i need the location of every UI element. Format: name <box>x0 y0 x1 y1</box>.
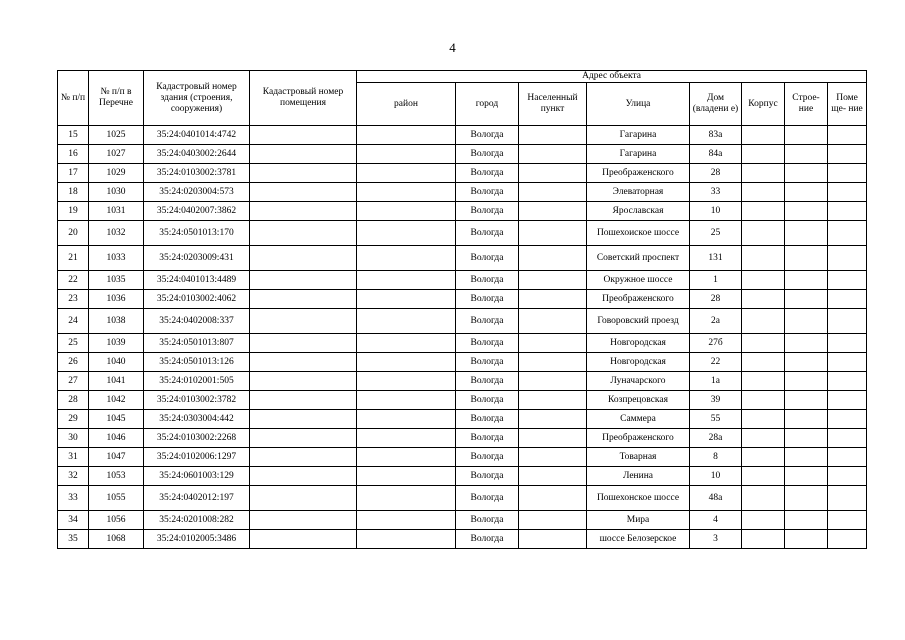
cell-room-cadastral <box>250 145 357 164</box>
cell-room-cadastral <box>250 271 357 290</box>
cell-house: 28 <box>690 164 742 183</box>
header-settlement: Населенный пункт <box>519 83 587 126</box>
table-row <box>58 309 867 334</box>
cell-stroenie <box>785 511 828 530</box>
cell-cadastral: 35:24:0103002:4062 <box>144 290 250 309</box>
cell-settlement <box>519 530 587 549</box>
cell-cadastral: 35:24:0102001:505 <box>144 372 250 391</box>
cell-pomeshchenie <box>828 391 867 410</box>
cell-house: 39 <box>690 391 742 410</box>
cell-room-cadastral <box>250 448 357 467</box>
cell-stroenie <box>785 334 828 353</box>
cell-num: 15 <box>58 126 89 145</box>
cell-settlement <box>519 486 587 511</box>
cell-house: 8 <box>690 448 742 467</box>
cell-list-num: 1027 <box>89 145 144 164</box>
cell-house: 10 <box>690 202 742 221</box>
cell-stroenie <box>785 271 828 290</box>
cell-cadastral: 35:24:0203004:573 <box>144 183 250 202</box>
property-registry-table <box>57 70 867 549</box>
cell-settlement <box>519 391 587 410</box>
cell-room-cadastral <box>250 353 357 372</box>
table-row <box>58 183 867 202</box>
cell-korpus <box>742 486 785 511</box>
cell-city: Вологда <box>456 353 519 372</box>
cell-house: 84а <box>690 145 742 164</box>
cell-city: Вологда <box>456 202 519 221</box>
cell-list-num: 1046 <box>89 429 144 448</box>
cell-house: 83а <box>690 126 742 145</box>
cell-list-num: 1032 <box>89 221 144 246</box>
cell-room-cadastral <box>250 511 357 530</box>
cell-num: 23 <box>58 290 89 309</box>
header-pomeshchenie: Поме ще- ние <box>828 83 867 126</box>
cell-street: Товарная <box>587 448 690 467</box>
cell-pomeshchenie <box>828 530 867 549</box>
cell-cadastral: 35:24:0401013:4489 <box>144 271 250 290</box>
cell-cadastral: 35:24:0601003:129 <box>144 467 250 486</box>
cell-city: Вологда <box>456 391 519 410</box>
cell-house: 55 <box>690 410 742 429</box>
table-row <box>58 467 867 486</box>
cell-korpus <box>742 391 785 410</box>
cell-list-num: 1045 <box>89 410 144 429</box>
cell-house: 25 <box>690 221 742 246</box>
cell-city: Вологда <box>456 467 519 486</box>
cell-korpus <box>742 221 785 246</box>
cell-city: Вологда <box>456 164 519 183</box>
table-row <box>58 221 867 246</box>
cell-list-num: 1035 <box>89 271 144 290</box>
cell-pomeshchenie <box>828 246 867 271</box>
header-list-num: № п/п в Перечне <box>89 71 144 126</box>
cell-num: 16 <box>58 145 89 164</box>
cell-stroenie <box>785 372 828 391</box>
cell-house: 28 <box>690 290 742 309</box>
cell-district <box>357 511 456 530</box>
cell-pomeshchenie <box>828 309 867 334</box>
cell-list-num: 1029 <box>89 164 144 183</box>
table-row <box>58 486 867 511</box>
cell-list-num: 1047 <box>89 448 144 467</box>
cell-district <box>357 448 456 467</box>
cell-stroenie <box>785 246 828 271</box>
table-row <box>58 530 867 549</box>
cell-num: 24 <box>58 309 89 334</box>
cell-num: 27 <box>58 372 89 391</box>
cell-street: Новгородская <box>587 353 690 372</box>
cell-stroenie <box>785 126 828 145</box>
cell-city: Вологда <box>456 183 519 202</box>
cell-district <box>357 530 456 549</box>
cell-cadastral: 35:24:0402012:197 <box>144 486 250 511</box>
cell-street: Козпрецовская <box>587 391 690 410</box>
cell-stroenie <box>785 530 828 549</box>
cell-pomeshchenie <box>828 183 867 202</box>
cell-cadastral: 35:24:0102005:3486 <box>144 530 250 549</box>
cell-num: 21 <box>58 246 89 271</box>
cell-room-cadastral <box>250 391 357 410</box>
table-row <box>58 246 867 271</box>
cell-district <box>357 246 456 271</box>
cell-settlement <box>519 246 587 271</box>
cell-city: Вологда <box>456 448 519 467</box>
cell-list-num: 1053 <box>89 467 144 486</box>
cell-district <box>357 164 456 183</box>
cell-list-num: 1068 <box>89 530 144 549</box>
cell-city: Вологда <box>456 334 519 353</box>
cell-korpus <box>742 183 785 202</box>
cell-stroenie <box>785 290 828 309</box>
cell-settlement <box>519 126 587 145</box>
cell-list-num: 1055 <box>89 486 144 511</box>
cell-stroenie <box>785 391 828 410</box>
table-row <box>58 372 867 391</box>
cell-room-cadastral <box>250 410 357 429</box>
cell-street: Преображенского <box>587 164 690 183</box>
cell-stroenie <box>785 309 828 334</box>
cell-pomeshchenie <box>828 410 867 429</box>
cell-list-num: 1030 <box>89 183 144 202</box>
cell-room-cadastral <box>250 429 357 448</box>
cell-street: Пошехонское шоссе <box>587 486 690 511</box>
cell-pomeshchenie <box>828 334 867 353</box>
table-row <box>58 145 867 164</box>
cell-korpus <box>742 164 785 183</box>
cell-stroenie <box>785 448 828 467</box>
table-row <box>58 410 867 429</box>
cell-list-num: 1040 <box>89 353 144 372</box>
cell-pomeshchenie <box>828 353 867 372</box>
cell-street: Говоровский проезд <box>587 309 690 334</box>
cell-city: Вологда <box>456 290 519 309</box>
cell-korpus <box>742 271 785 290</box>
cell-pomeshchenie <box>828 164 867 183</box>
cell-room-cadastral <box>250 221 357 246</box>
cell-stroenie <box>785 145 828 164</box>
cell-settlement <box>519 429 587 448</box>
cell-pomeshchenie <box>828 511 867 530</box>
cell-city: Вологда <box>456 246 519 271</box>
cell-settlement <box>519 221 587 246</box>
cell-district <box>357 183 456 202</box>
cell-list-num: 1042 <box>89 391 144 410</box>
header-address-group: Адрес объекта <box>357 71 867 83</box>
cell-stroenie <box>785 202 828 221</box>
cell-city: Вологда <box>456 221 519 246</box>
cell-district <box>357 202 456 221</box>
table-row <box>58 126 867 145</box>
cell-street: Элеваторная <box>587 183 690 202</box>
table-row <box>58 511 867 530</box>
cell-street: шоссе Белозерское <box>587 530 690 549</box>
cell-stroenie <box>785 353 828 372</box>
cell-room-cadastral <box>250 530 357 549</box>
cell-district <box>357 353 456 372</box>
cell-num: 29 <box>58 410 89 429</box>
cell-korpus <box>742 334 785 353</box>
cell-street: Ярославская <box>587 202 690 221</box>
cell-korpus <box>742 309 785 334</box>
table-row <box>58 429 867 448</box>
header-num: № п/п <box>58 71 89 126</box>
header-street: Улица <box>587 83 690 126</box>
cell-settlement <box>519 202 587 221</box>
cell-stroenie <box>785 486 828 511</box>
cell-street: Луначарского <box>587 372 690 391</box>
cell-stroenie <box>785 410 828 429</box>
cell-cadastral: 35:24:0103002:2268 <box>144 429 250 448</box>
cell-district <box>357 334 456 353</box>
cell-settlement <box>519 334 587 353</box>
cell-num: 22 <box>58 271 89 290</box>
cell-settlement <box>519 164 587 183</box>
cell-room-cadastral <box>250 164 357 183</box>
cell-city: Вологда <box>456 429 519 448</box>
cell-cadastral: 35:24:0501013:126 <box>144 353 250 372</box>
cell-pomeshchenie <box>828 290 867 309</box>
cell-list-num: 1025 <box>89 126 144 145</box>
cell-num: 19 <box>58 202 89 221</box>
header-district: район <box>357 83 456 126</box>
cell-list-num: 1056 <box>89 511 144 530</box>
cell-pomeshchenie <box>828 145 867 164</box>
table-row <box>58 202 867 221</box>
cell-city: Вологда <box>456 309 519 334</box>
cell-cadastral: 35:24:0201008:282 <box>144 511 250 530</box>
cell-street: Пошехоиское шоссе <box>587 221 690 246</box>
cell-cadastral: 35:24:0402008:337 <box>144 309 250 334</box>
cell-num: 33 <box>58 486 89 511</box>
cell-cadastral: 35:24:0401014:4742 <box>144 126 250 145</box>
cell-settlement <box>519 183 587 202</box>
cell-street: Новгородская <box>587 334 690 353</box>
header-korpus: Корпус <box>742 83 785 126</box>
cell-cadastral: 35:24:0501013:170 <box>144 221 250 246</box>
cell-cadastral: 35:24:0103002:3781 <box>144 164 250 183</box>
table-row <box>58 290 867 309</box>
cell-city: Вологда <box>456 372 519 391</box>
cell-pomeshchenie <box>828 202 867 221</box>
cell-district <box>357 467 456 486</box>
table-header <box>58 71 867 126</box>
cell-room-cadastral <box>250 126 357 145</box>
cell-district <box>357 271 456 290</box>
cell-street: Саммера <box>587 410 690 429</box>
cell-city: Вологда <box>456 486 519 511</box>
cell-room-cadastral <box>250 290 357 309</box>
cell-korpus <box>742 467 785 486</box>
cell-settlement <box>519 372 587 391</box>
cell-room-cadastral <box>250 309 357 334</box>
cell-house: 48а <box>690 486 742 511</box>
cell-stroenie <box>785 467 828 486</box>
cell-korpus <box>742 202 785 221</box>
cell-room-cadastral <box>250 467 357 486</box>
table-row <box>58 448 867 467</box>
cell-city: Вологда <box>456 511 519 530</box>
cell-num: 18 <box>58 183 89 202</box>
cell-street: Окружное шоссе <box>587 271 690 290</box>
header-building-cadastral: Кадастровый номер здания (строения, сооружения) <box>144 71 250 126</box>
cell-district <box>357 486 456 511</box>
cell-pomeshchenie <box>828 271 867 290</box>
cell-house: 131 <box>690 246 742 271</box>
cell-num: 25 <box>58 334 89 353</box>
cell-city: Вологда <box>456 271 519 290</box>
cell-district <box>357 221 456 246</box>
cell-district <box>357 309 456 334</box>
cell-street: Гагарина <box>587 126 690 145</box>
cell-pomeshchenie <box>828 221 867 246</box>
table-row <box>58 164 867 183</box>
cell-district <box>357 126 456 145</box>
cell-stroenie <box>785 164 828 183</box>
cell-district <box>357 429 456 448</box>
cell-list-num: 1041 <box>89 372 144 391</box>
cell-korpus <box>742 410 785 429</box>
cell-settlement <box>519 353 587 372</box>
cell-list-num: 1031 <box>89 202 144 221</box>
cell-street: Преображенского <box>587 290 690 309</box>
cell-num: 35 <box>58 530 89 549</box>
cell-korpus <box>742 353 785 372</box>
cell-street: Гагарина <box>587 145 690 164</box>
cell-list-num: 1036 <box>89 290 144 309</box>
cell-korpus <box>742 290 785 309</box>
table-row <box>58 391 867 410</box>
cell-room-cadastral <box>250 334 357 353</box>
cell-cadastral: 35:24:0103002:3782 <box>144 391 250 410</box>
cell-num: 28 <box>58 391 89 410</box>
cell-house: 1 <box>690 271 742 290</box>
cell-stroenie <box>785 221 828 246</box>
cell-room-cadastral <box>250 372 357 391</box>
cell-cadastral: 35:24:0403002:2644 <box>144 145 250 164</box>
cell-cadastral: 35:24:0501013:807 <box>144 334 250 353</box>
cell-korpus <box>742 145 785 164</box>
cell-room-cadastral <box>250 486 357 511</box>
cell-num: 34 <box>58 511 89 530</box>
cell-street: Советский проспект <box>587 246 690 271</box>
cell-pomeshchenie <box>828 486 867 511</box>
cell-pomeshchenie <box>828 429 867 448</box>
cell-house: 10 <box>690 467 742 486</box>
cell-num: 32 <box>58 467 89 486</box>
cell-korpus <box>742 429 785 448</box>
cell-list-num: 1033 <box>89 246 144 271</box>
cell-district <box>357 410 456 429</box>
cell-list-num: 1038 <box>89 309 144 334</box>
cell-num: 31 <box>58 448 89 467</box>
table-row <box>58 334 867 353</box>
cell-street: Мира <box>587 511 690 530</box>
cell-house: 22 <box>690 353 742 372</box>
cell-street: Преображенского <box>587 429 690 448</box>
cell-house: 33 <box>690 183 742 202</box>
cell-district <box>357 391 456 410</box>
cell-cadastral: 35:24:0102006:1297 <box>144 448 250 467</box>
cell-house: 28а <box>690 429 742 448</box>
cell-room-cadastral <box>250 183 357 202</box>
header-stroenie: Строе- ние <box>785 83 828 126</box>
cell-num: 20 <box>58 221 89 246</box>
table-body <box>58 126 867 549</box>
header-city: город <box>456 83 519 126</box>
cell-house: 3 <box>690 530 742 549</box>
cell-korpus <box>742 246 785 271</box>
cell-settlement <box>519 309 587 334</box>
cell-district <box>357 290 456 309</box>
cell-settlement <box>519 271 587 290</box>
header-house: Дом (владени е) <box>690 83 742 126</box>
cell-house: 2а <box>690 309 742 334</box>
cell-pomeshchenie <box>828 372 867 391</box>
cell-room-cadastral <box>250 202 357 221</box>
cell-district <box>357 372 456 391</box>
cell-house: 4 <box>690 511 742 530</box>
cell-city: Вологда <box>456 530 519 549</box>
cell-stroenie <box>785 429 828 448</box>
cell-pomeshchenie <box>828 467 867 486</box>
cell-korpus <box>742 372 785 391</box>
cell-city: Вологда <box>456 410 519 429</box>
cell-korpus <box>742 511 785 530</box>
cell-cadastral: 35:24:0203009:431 <box>144 246 250 271</box>
cell-pomeshchenie <box>828 448 867 467</box>
cell-korpus <box>742 530 785 549</box>
cell-cadastral: 35:24:0303004:442 <box>144 410 250 429</box>
cell-settlement <box>519 467 587 486</box>
cell-num: 30 <box>58 429 89 448</box>
page-number: 4 <box>449 40 456 55</box>
cell-street: Ленина <box>587 467 690 486</box>
cell-num: 26 <box>58 353 89 372</box>
cell-list-num: 1039 <box>89 334 144 353</box>
table-row <box>58 353 867 372</box>
cell-korpus <box>742 126 785 145</box>
cell-city: Вологда <box>456 145 519 164</box>
cell-city: Вологда <box>456 126 519 145</box>
cell-settlement <box>519 448 587 467</box>
cell-house: 27б <box>690 334 742 353</box>
cell-room-cadastral <box>250 246 357 271</box>
cell-stroenie <box>785 183 828 202</box>
cell-district <box>357 145 456 164</box>
cell-cadastral: 35:24:0402007:3862 <box>144 202 250 221</box>
cell-settlement <box>519 511 587 530</box>
cell-pomeshchenie <box>828 126 867 145</box>
cell-settlement <box>519 410 587 429</box>
cell-korpus <box>742 448 785 467</box>
header-room-cadastral: Кадастровый номер помещения <box>250 71 357 126</box>
cell-settlement <box>519 145 587 164</box>
cell-num: 17 <box>58 164 89 183</box>
table-row <box>58 271 867 290</box>
cell-house: 1а <box>690 372 742 391</box>
cell-settlement <box>519 290 587 309</box>
